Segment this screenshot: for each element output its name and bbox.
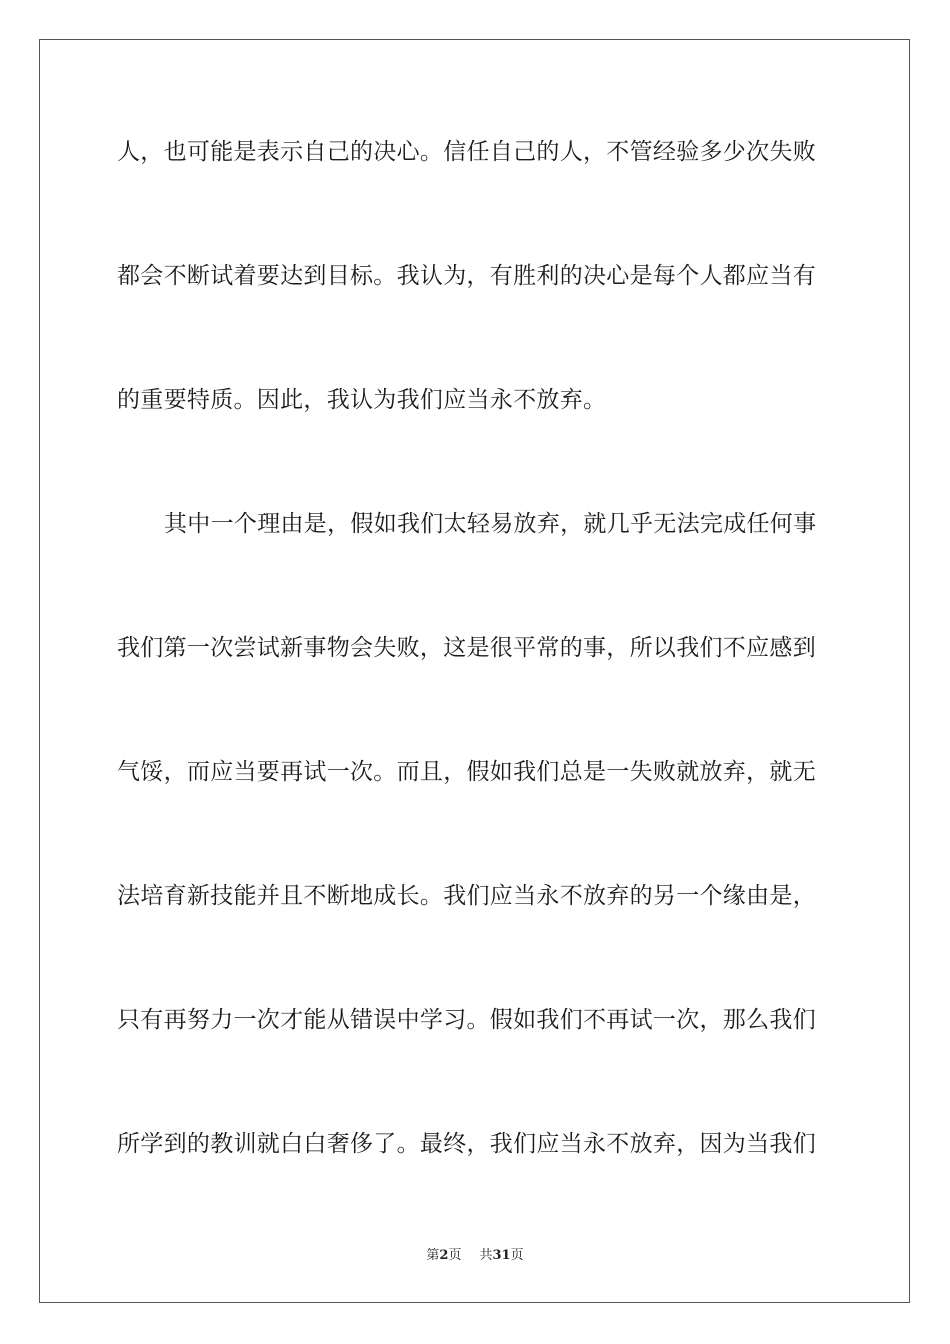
body-text-line: 法培育新技能并且不断地成长。我们应当永不放弃的另一个缘由是， (117, 883, 816, 909)
body-text-line: 的重要特质。因此，我认为我们应当永不放弃。 (117, 387, 607, 413)
paragraph-first-line: 其中一个理由是，假如我们太轻易放弃，就几乎无法完成任何事 (164, 511, 817, 537)
total-prefix: 共 (479, 1248, 493, 1263)
body-text-line: 我们第一次尝试新事物会失败，这是很平常的事，所以我们不应感到 (117, 635, 816, 661)
page-prefix: 第 (426, 1248, 440, 1263)
total-suffix: 页 (510, 1248, 524, 1263)
body-text-line: 气馁，而应当要再试一次。而且，假如我们总是一失败就放弃，就无 (117, 759, 816, 785)
page-suffix: 页 (448, 1248, 462, 1263)
page-border (39, 39, 910, 1303)
body-text-line: 人，也可能是表示自己的决心。信任自己的人，不管经验多少次失败 (117, 139, 816, 165)
page-number: 2 (439, 1248, 449, 1263)
page-footer (0, 1248, 950, 1264)
body-text-line: 都会不断试着要达到目标。我认为，有胜利的决心是每个人都应当有 (117, 263, 816, 289)
total-pages: 31 (492, 1248, 511, 1263)
body-text-line: 只有再努力一次才能从错误中学习。假如我们不再试一次，那么我们 (117, 1007, 816, 1033)
body-text-line: 所学到的教训就白白奢侈了。最终，我们应当永不放弃，因为当我们 (117, 1131, 816, 1157)
